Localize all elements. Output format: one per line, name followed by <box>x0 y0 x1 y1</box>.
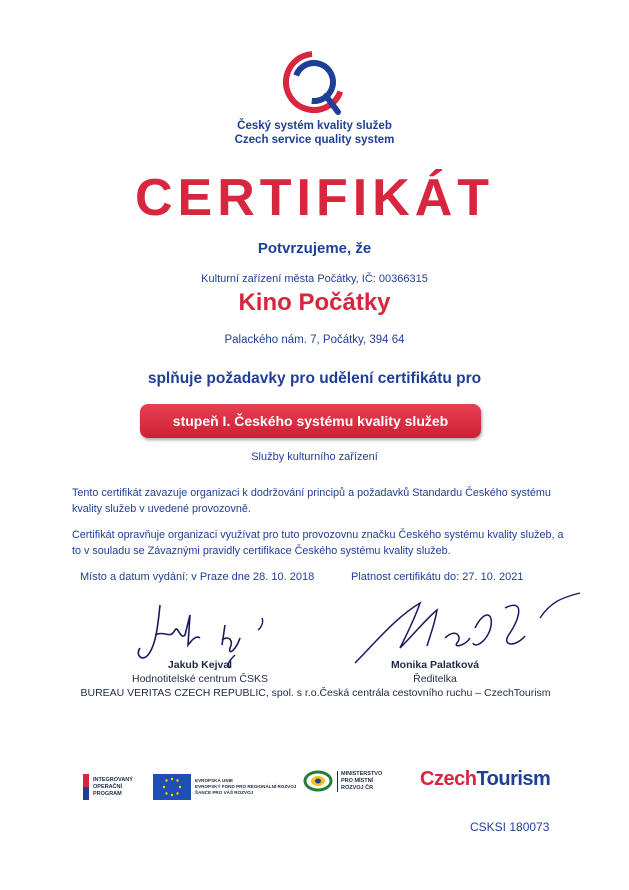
issue-place-date: Místo a datum vydání: v Praze dne 28. 10. 2018 <box>80 571 315 583</box>
czechtourism-logo: CzechTourism <box>420 768 551 790</box>
mmr-logo: MINISTERSTVO PRO MÍSTNÍ ROZVOJ ČR <box>303 770 382 792</box>
signer-left-org: BUREAU VERITAS CZECH REPUBLIC, spol. s r.o. <box>80 687 320 699</box>
signer-left-role: Hodnotitelské centrum ČSKS <box>132 673 268 685</box>
organization-name: Kino Počátky <box>238 289 391 316</box>
signer-left-name: Jakub Kejval <box>167 659 233 671</box>
brand-name-en: Czech service quality system <box>234 134 395 146</box>
signature-right <box>345 588 605 668</box>
signer-right-name: Monika Palatková <box>390 659 480 671</box>
eu-logo: EVROPSKÁ UNIE EVROPSKÝ FOND PRO REGIONÁLNÍ ROZVOJ ŠANCE PRO VÁŠ ROZVOJ <box>153 774 296 800</box>
organization-address: Palackého nám. 7, Počátky, 394 64 <box>224 334 405 346</box>
signer-right-role: Ředitelka <box>413 673 457 685</box>
signer-left <box>60 658 340 700</box>
certification-level-badge: stupeň I. Českého systému kvality služeb <box>140 404 481 438</box>
certificate-title: CERTIFIKÁT <box>134 169 495 227</box>
organization-line: Kulturní zařízení města Počátky, IČ: 00366315 <box>201 273 428 285</box>
confirm-text: Potvrzujeme, že <box>257 240 372 257</box>
iop-logo: INTEGROVANÝ OPERAČNÍ PROGRAM <box>83 774 133 800</box>
authorization-paragraph: Certifikát opravňuje organizaci využívat pro tuto provozovnu značku Českého systému kvality služeb, a to v souladu se Závaznými pravidly certifikace Českého systému kvality služeb. <box>72 529 564 557</box>
csks-logo <box>276 46 352 122</box>
brand-name-cz: Český systém kvality služeb <box>237 120 392 132</box>
certificate-number: CSKSI 180073 <box>470 820 550 834</box>
services-category: Služby kulturního zařízení <box>251 451 378 463</box>
signer-right-org: Česká centrála cestovního ruchu – CzechTourism <box>319 687 551 699</box>
meets-requirements-text: splňuje požadavky pro udělení certifikátu pro <box>147 370 482 387</box>
validity-date: Platnost certifikátu do: 27. 10. 2021 <box>351 571 524 583</box>
mmr-emblem-icon <box>303 770 333 792</box>
iop-flag-icon <box>83 774 89 800</box>
commitment-paragraph: Tento certifikát zavazuje organizaci k dodržování principů a požadavků Standardu Českého systému kvality služeb v uvedené provozovně. <box>72 487 551 515</box>
signer-right <box>310 658 560 700</box>
eu-flag-icon <box>153 774 191 800</box>
